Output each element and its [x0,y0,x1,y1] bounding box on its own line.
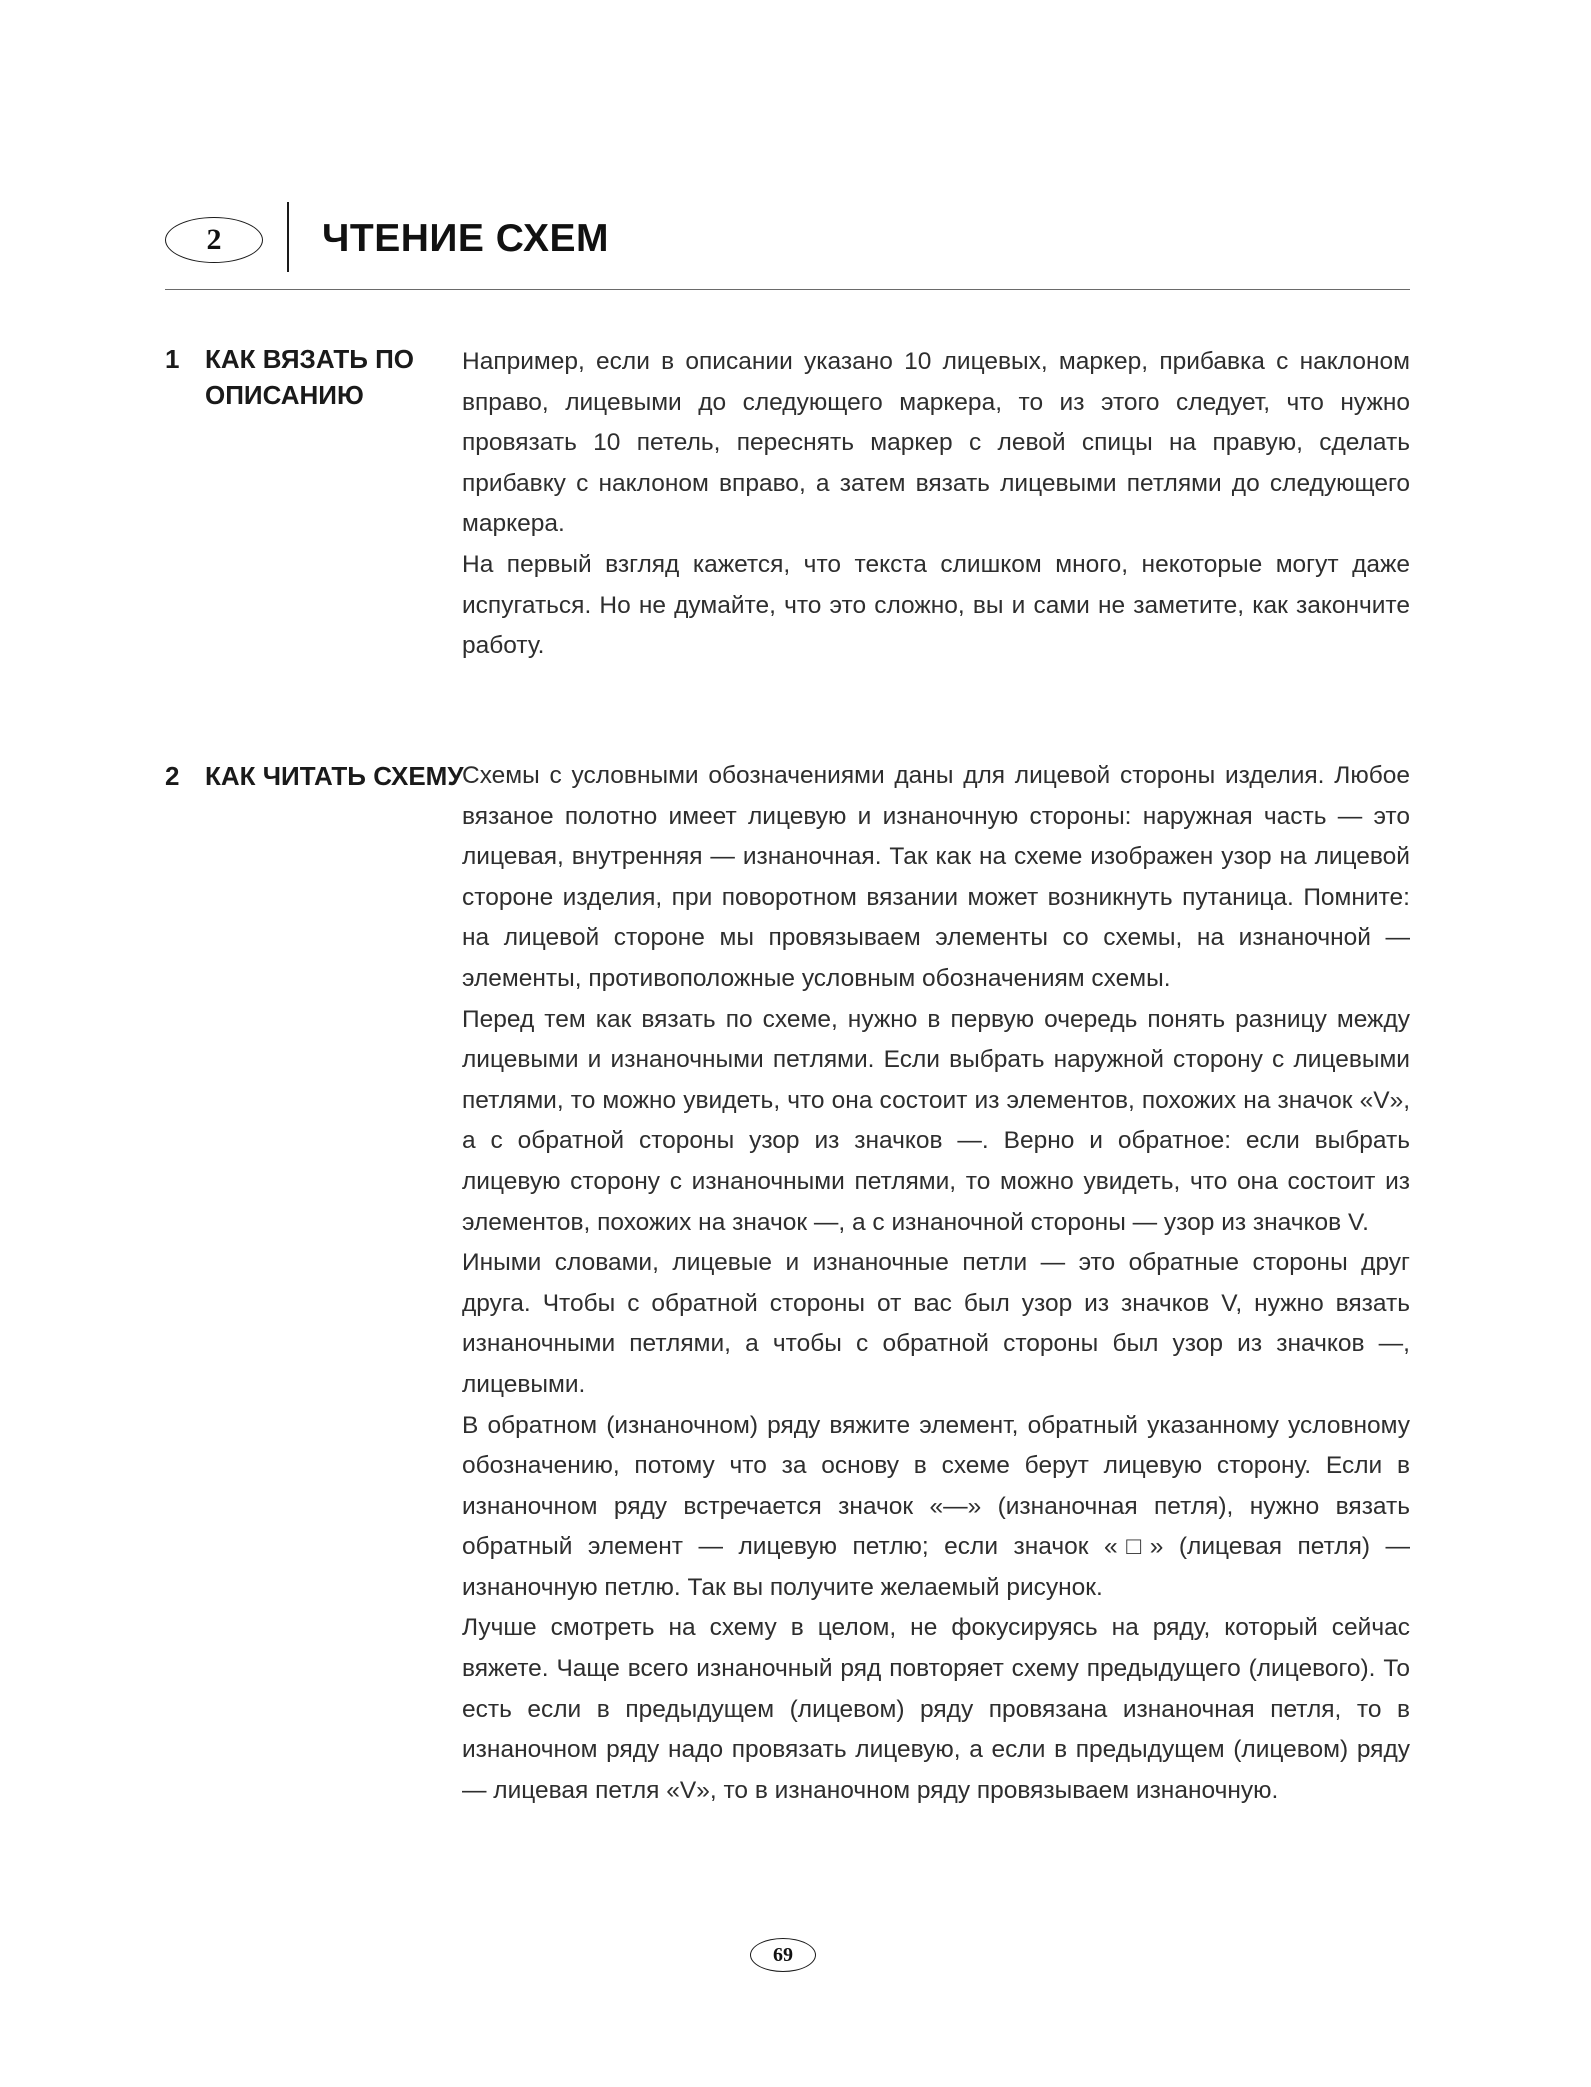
section-body [462,756,1410,1811]
paragraph: В обратном (изнаночном) ряду вяжите элемент, обратный указанному условному обозначению, потому что за основу в схеме берут лицевую сторону. Если в изнаночном ряду встречается значок «—» (изнаночная петля), нужно вязать обратный элемент — лицевую петлю; если значок «□» (лицевая петля) — изнаночную петлю. Так вы получите желаемый рисунок. [462,1411,1410,1601]
chapter-separator [287,202,289,272]
chapter-badge [165,217,263,263]
paragraph: На первый взгляд кажется, что текста слишком много, некоторые могут даже испугаться. Но не думайте, что это сложно, вы и сами не заметите, как закончите работу. [462,550,1410,660]
chapter-number: 2 [206,223,222,256]
section-title: КАК ВЯЗАТЬ ПО ОПИСАНИЮ [205,344,415,410]
paragraph: Перед тем как вязать по схеме, нужно в первую очередь понять разницу между лицевыми и изнаночными петлями. Если выбрать наружной сторону с лицевыми петлями, то можно увидеть, что она состоит из элементов, похожих на значок «V», а с обратной стороны узор из значков —. Верно и обратное: если выбрать лицевую сторону с изнаночными петлями, то можно увидеть, что она состоит из элементов, похожих на значок —, а с изнаночной стороны — узор из значков V. [462,1005,1410,1236]
paragraph: Например, если в описании указано 10 лицевых, маркер, прибавка с наклоном вправо, лицевыми до следующего маркера, то из этого следует, что нужно провязать 10 петель, переснять маркер с левой спицы на правую, сделать прибавку с наклоном вправо, а затем вязать лицевыми петлями до следующего маркера. [462,348,1410,538]
page-number: 69 [773,1943,793,1966]
section-number: 1 [165,344,180,374]
page-number-badge [750,1938,816,1972]
paragraph: Схемы с условными обозначениями даны для лицевой стороны изделия. Любое вязаное полотно имеет лицевую и изнаночную стороны: наружная часть — это лицевая, внутренняя — изнаночная. Так как на схеме изображен узор на лицевой стороне изделия, при поворотном вязании может возникнуть путаница. Помните: на лицевой стороне мы провязываем элементы со схемы, на изнаночной — элементы, противоположные условным обозначениям схемы. [462,762,1410,992]
chapter-title: ЧТЕНИЕ СХЕМ [322,217,609,260]
paragraph: Лучше смотреть на схему в целом, не фокусируясь на ряду, который сейчас вяжете. Чаще всего изнаночный ряд повторяет схему предыдущего (лицевого). То есть если в предыдущем (лицевом) ряду провязана изнаночная петля, то в изнаночном ряду надо провязать лицевую, а если в предыдущем (лицевом) ряду — лицевая петля «V», то в изнаночном ряду провязываем изнаночную. [462,1614,1410,1804]
section-number: 2 [165,761,180,791]
header-rule [165,289,1410,290]
section-body [462,342,1410,667]
section-title: КАК ЧИТАТЬ СХЕМУ [205,761,464,791]
paragraph: Иными словами, лицевые и изнаночные петли — это обратные стороны друг друга. Чтобы с обратной стороны от вас был узор из значков V, нужно вязать изнаночными петлями, а чтобы с обратной стороны был узор из значков —, лицевыми. [462,1249,1410,1398]
